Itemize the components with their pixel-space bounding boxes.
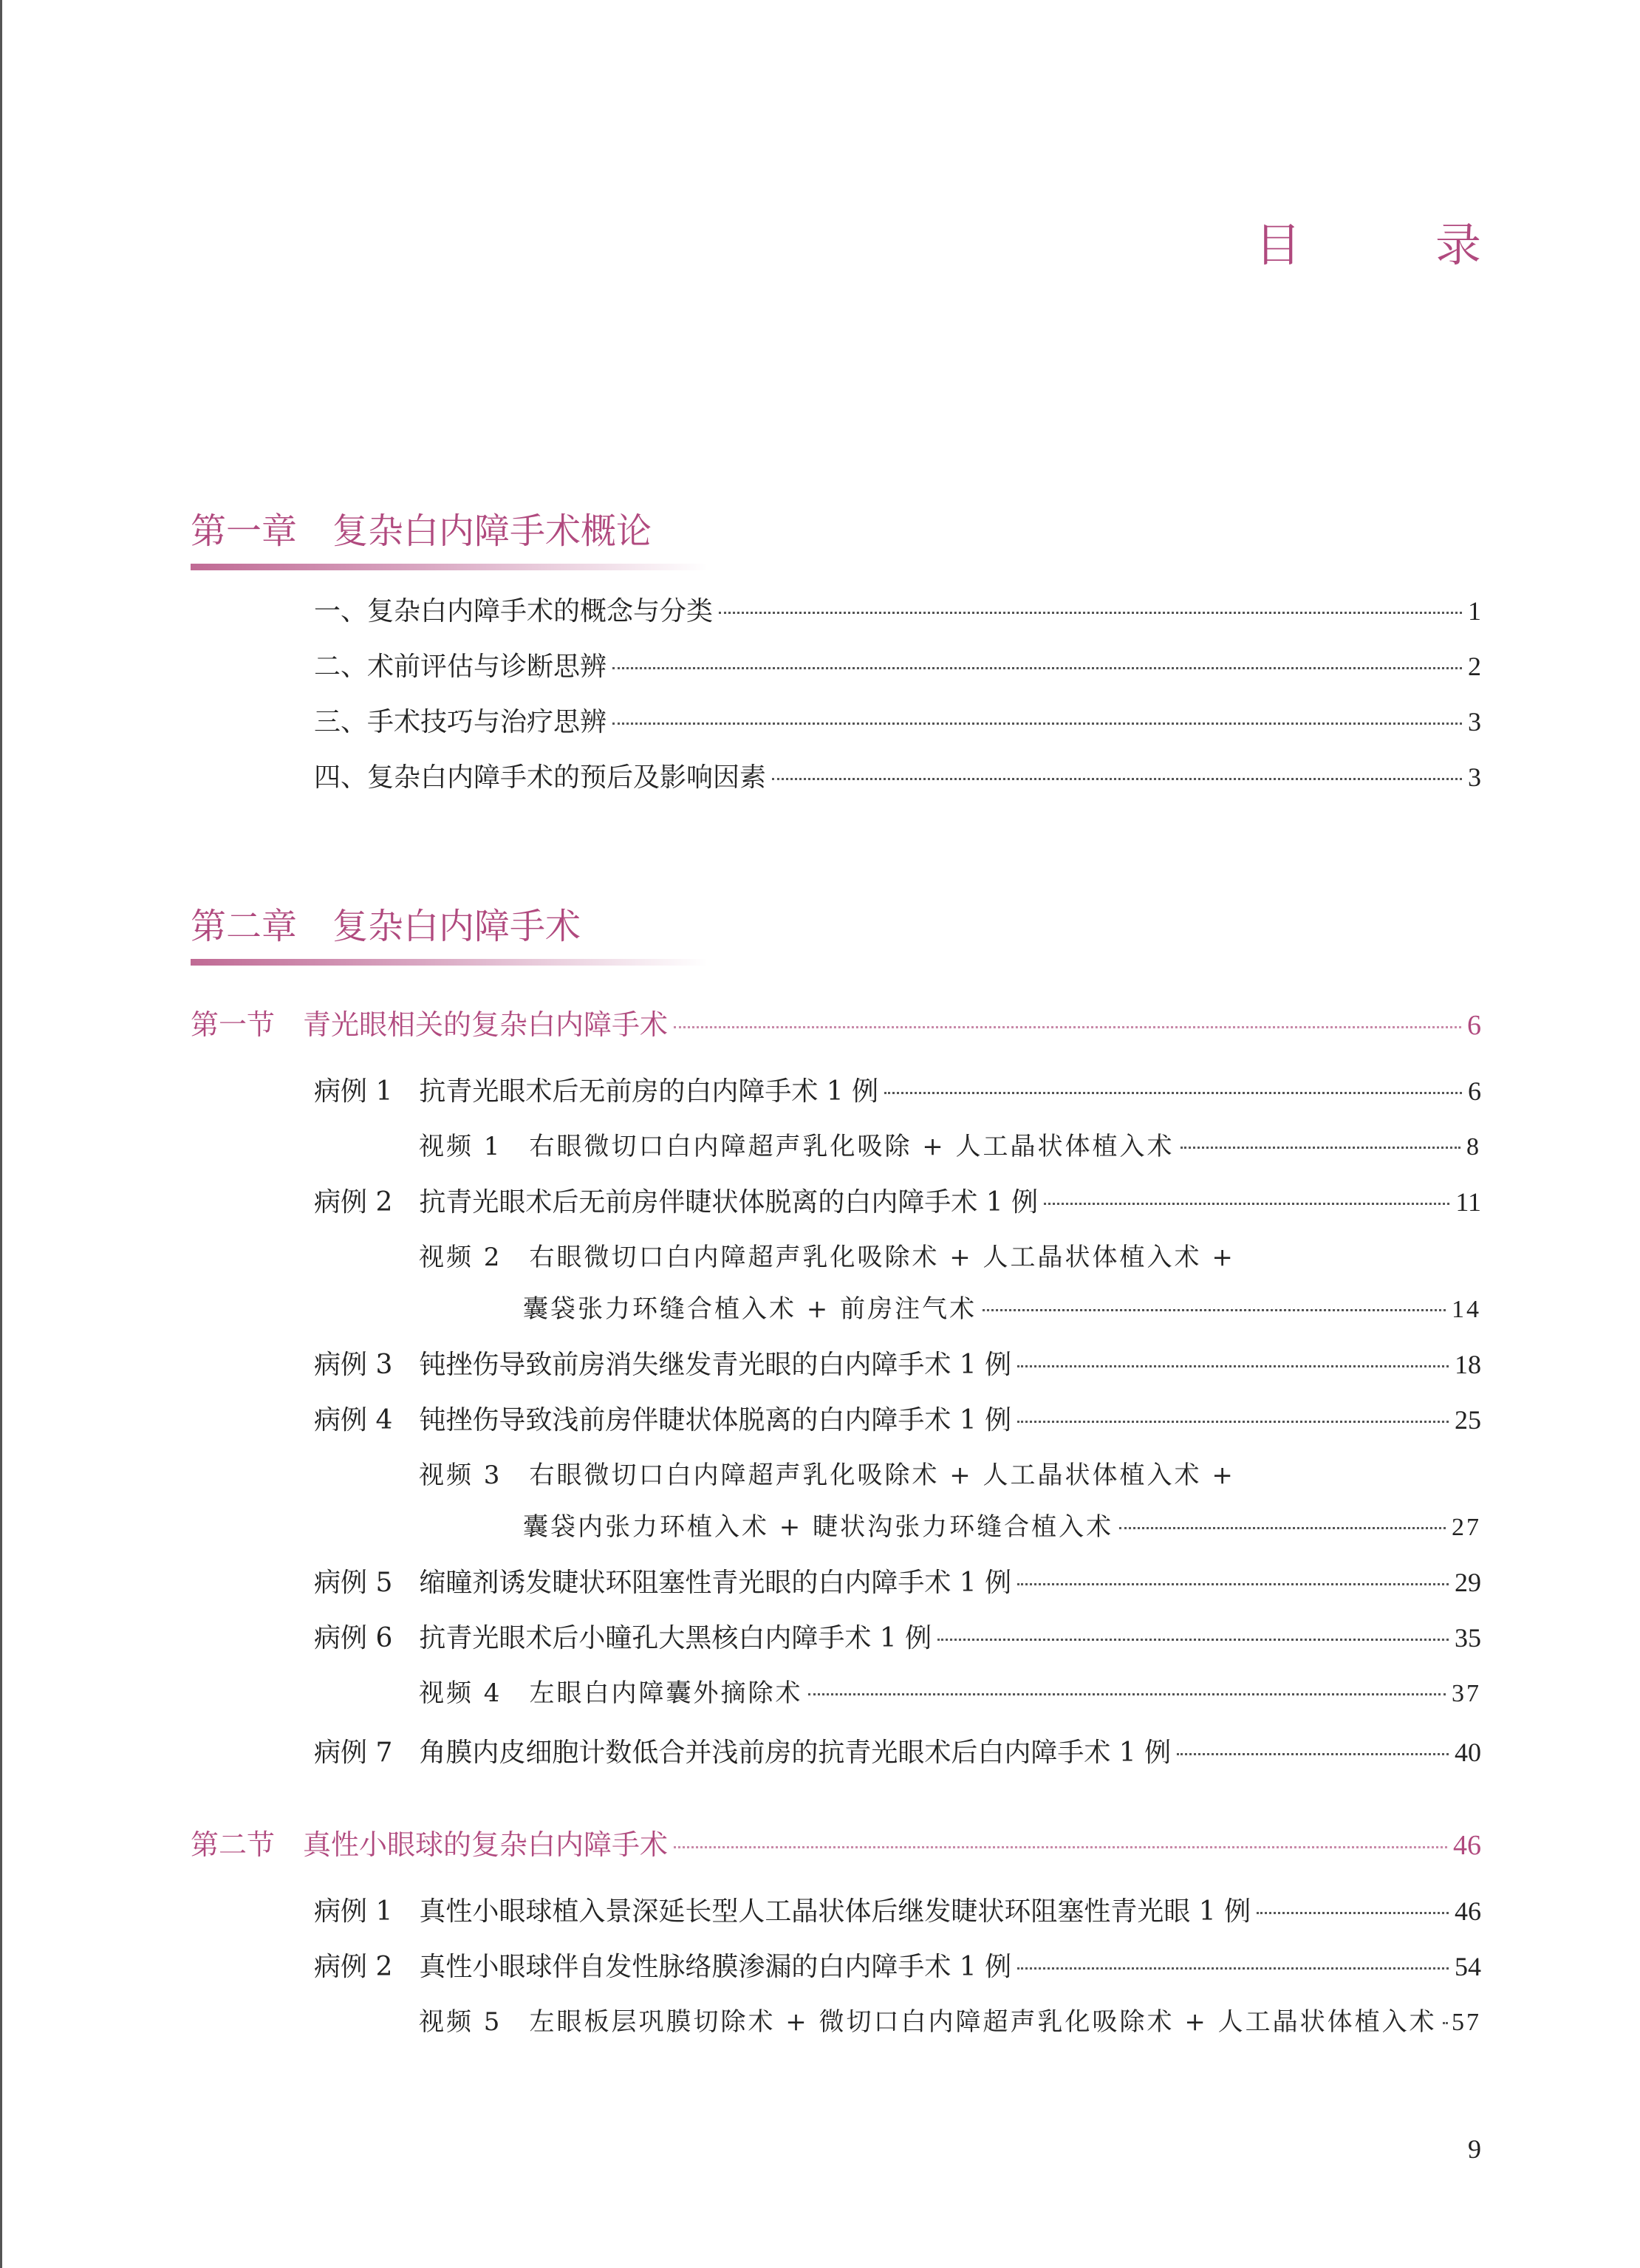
dot-leader bbox=[1177, 1753, 1449, 1755]
toc-entry-page: 11 bbox=[1455, 1187, 1481, 1217]
toc-entry-label: 病例 5 缩瞳剂诱发睫状环阻塞性青光眼的白内障手术 1 例 bbox=[314, 1568, 1012, 1598]
chapter-1-heading bbox=[191, 502, 708, 570]
toc-entry-label: 病例 2 真性小眼球伴自发性脉络膜渗漏的白内障手术 1 例 bbox=[314, 1952, 1012, 1982]
toc-entry-label: 病例 1 抗青光眼术后无前房的白内障手术 1 例 bbox=[314, 1076, 879, 1107]
chapter-1-heading-text: 第一章 复杂白内障手术概论 bbox=[191, 510, 652, 552]
dot-leader bbox=[937, 1639, 1449, 1641]
video-entry-continuation[interactable] bbox=[523, 1511, 1481, 1544]
toc-entry-label: 四、复杂白内障手术的预后及影响因素 bbox=[314, 762, 767, 793]
chapter-2-heading bbox=[191, 898, 708, 966]
dot-leader bbox=[808, 1693, 1446, 1695]
dot-leader bbox=[1257, 1912, 1449, 1914]
video-entry[interactable] bbox=[419, 1130, 1481, 1164]
dot-leader bbox=[1017, 1583, 1449, 1585]
toc-entry[interactable] bbox=[314, 1075, 1481, 1108]
chapter-1-heading-underline bbox=[191, 564, 708, 570]
toc-entry-label: 病例 1 真性小眼球植入景深延长型人工晶状体后继发睫状环阻塞性青光眼 1 例 bbox=[314, 1896, 1251, 1927]
toc-entry-page: 6 bbox=[1468, 1076, 1481, 1106]
page-title: 目 录 bbox=[1254, 218, 1525, 272]
toc-entry[interactable] bbox=[314, 650, 1481, 683]
toc-entry-page: 18 bbox=[1455, 1350, 1481, 1379]
toc-entry[interactable] bbox=[314, 1736, 1481, 1769]
section-page: 6 bbox=[1467, 1010, 1481, 1041]
toc-entry[interactable] bbox=[314, 761, 1481, 794]
chapter-2-heading-text: 第二章 复杂白内障手术 bbox=[191, 906, 581, 947]
dot-leader bbox=[1017, 1365, 1449, 1367]
toc-entry-page: 1 bbox=[1468, 596, 1481, 626]
section-page: 46 bbox=[1453, 1830, 1481, 1861]
dot-leader bbox=[1017, 1421, 1449, 1423]
toc-entry-page: 25 bbox=[1455, 1405, 1481, 1435]
dot-leader bbox=[674, 1846, 1447, 1848]
section-1-entry[interactable] bbox=[191, 1008, 1481, 1042]
toc-entry-label: 一、复杂白内障手术的概念与分类 bbox=[314, 596, 714, 626]
video-entry-label: 视频 1 右眼微切口白内障超声乳化吸除 + 人工晶状体植入术 bbox=[419, 1132, 1175, 1161]
dot-leader bbox=[1181, 1147, 1460, 1149]
toc-entry-page: 3 bbox=[1468, 707, 1481, 737]
toc-entry[interactable] bbox=[314, 595, 1481, 628]
toc-entry-label: 病例 6 抗青光眼术后小瞳孔大黑核白内障手术 1 例 bbox=[314, 1623, 932, 1653]
video-entry-page: 57 bbox=[1452, 2009, 1481, 2036]
toc-entry[interactable] bbox=[314, 1895, 1481, 1928]
video-entry-label[interactable]: 视频 3 右眼微切口白内障超声乳化吸除术 + 人工晶状体植入术 + bbox=[419, 1461, 1235, 1490]
toc-entry[interactable] bbox=[314, 1404, 1481, 1437]
video-entry-continuation[interactable] bbox=[523, 1293, 1481, 1326]
dot-leader bbox=[612, 667, 1462, 669]
video-entry-page: 14 bbox=[1452, 1296, 1481, 1323]
video-entry-label-cont: 囊袋内张力环植入术 + 睫状沟张力环缝合植入术 bbox=[523, 1512, 1114, 1542]
dot-leader bbox=[612, 723, 1462, 725]
video-entry[interactable] bbox=[419, 2006, 1481, 2039]
toc-entry-page: 3 bbox=[1468, 762, 1481, 792]
toc-entry[interactable] bbox=[314, 706, 1481, 739]
toc-entry-page: 54 bbox=[1455, 1952, 1481, 1981]
section-2-entry[interactable] bbox=[191, 1828, 1481, 1862]
section-label: 第二节 真性小眼球的复杂白内障手术 bbox=[191, 1828, 669, 1861]
toc-entry-page: 35 bbox=[1455, 1623, 1481, 1653]
toc-entry[interactable] bbox=[314, 1348, 1481, 1381]
dot-leader bbox=[1443, 2022, 1446, 2024]
video-entry-label[interactable]: 视频 2 右眼微切口白内障超声乳化吸除术 + 人工晶状体植入术 + bbox=[419, 1243, 1235, 1272]
dot-leader bbox=[983, 1309, 1446, 1311]
video-entry-label: 视频 5 左眼板层巩膜切除术 + 微切口白内障超声乳化吸除术 + 人工晶状体植入术 bbox=[419, 2007, 1437, 2037]
toc-entry[interactable] bbox=[314, 1186, 1481, 1219]
chapter-2-heading-underline bbox=[191, 959, 708, 966]
dot-leader bbox=[1044, 1203, 1449, 1205]
page-number: 9 bbox=[1468, 2134, 1481, 2164]
toc-entry-page: 40 bbox=[1455, 1738, 1481, 1767]
section-label: 第一节 青光眼相关的复杂白内障手术 bbox=[191, 1008, 669, 1041]
page-edge-line bbox=[0, 0, 2, 2268]
dot-leader bbox=[1017, 1967, 1449, 1970]
dot-leader bbox=[719, 612, 1462, 614]
toc-entry-label: 病例 3 钝挫伤导致前房消失继发青光眼的白内障手术 1 例 bbox=[314, 1350, 1012, 1380]
toc-entry-page: 29 bbox=[1455, 1568, 1481, 1597]
toc-entry-page: 2 bbox=[1468, 652, 1481, 681]
dot-leader bbox=[674, 1026, 1461, 1028]
toc-entry-page: 46 bbox=[1455, 1896, 1481, 1926]
video-entry-page: 27 bbox=[1452, 1514, 1481, 1541]
dot-leader bbox=[772, 778, 1462, 780]
toc-entry-label: 二、术前评估与诊断思辨 bbox=[314, 652, 607, 682]
dot-leader bbox=[1119, 1527, 1446, 1529]
video-entry-page: 8 bbox=[1466, 1133, 1481, 1161]
dot-leader bbox=[884, 1092, 1462, 1094]
video-entry-label-cont: 囊袋张力环缝合植入术 + 前房注气术 bbox=[523, 1294, 977, 1324]
toc-entry[interactable] bbox=[314, 1566, 1481, 1599]
video-entry-label: 视频 4 左眼白内障囊外摘除术 bbox=[419, 1678, 803, 1708]
toc-entry-label: 病例 4 钝挫伤导致浅前房伴睫状体脱离的白内障手术 1 例 bbox=[314, 1405, 1012, 1435]
toc-entry-label: 三、手术技巧与治疗思辨 bbox=[314, 707, 607, 737]
toc-entry-label: 病例 7 角膜内皮细胞计数低合并浅前房的抗青光眼术后白内障手术 1 例 bbox=[314, 1738, 1172, 1768]
toc-entry[interactable] bbox=[314, 1622, 1481, 1655]
video-entry[interactable] bbox=[419, 1677, 1481, 1710]
toc-entry[interactable] bbox=[314, 1950, 1481, 1984]
toc-entry-label: 病例 2 抗青光眼术后无前房伴睫状体脱离的白内障手术 1 例 bbox=[314, 1187, 1039, 1217]
video-entry-page: 37 bbox=[1452, 1680, 1481, 1707]
